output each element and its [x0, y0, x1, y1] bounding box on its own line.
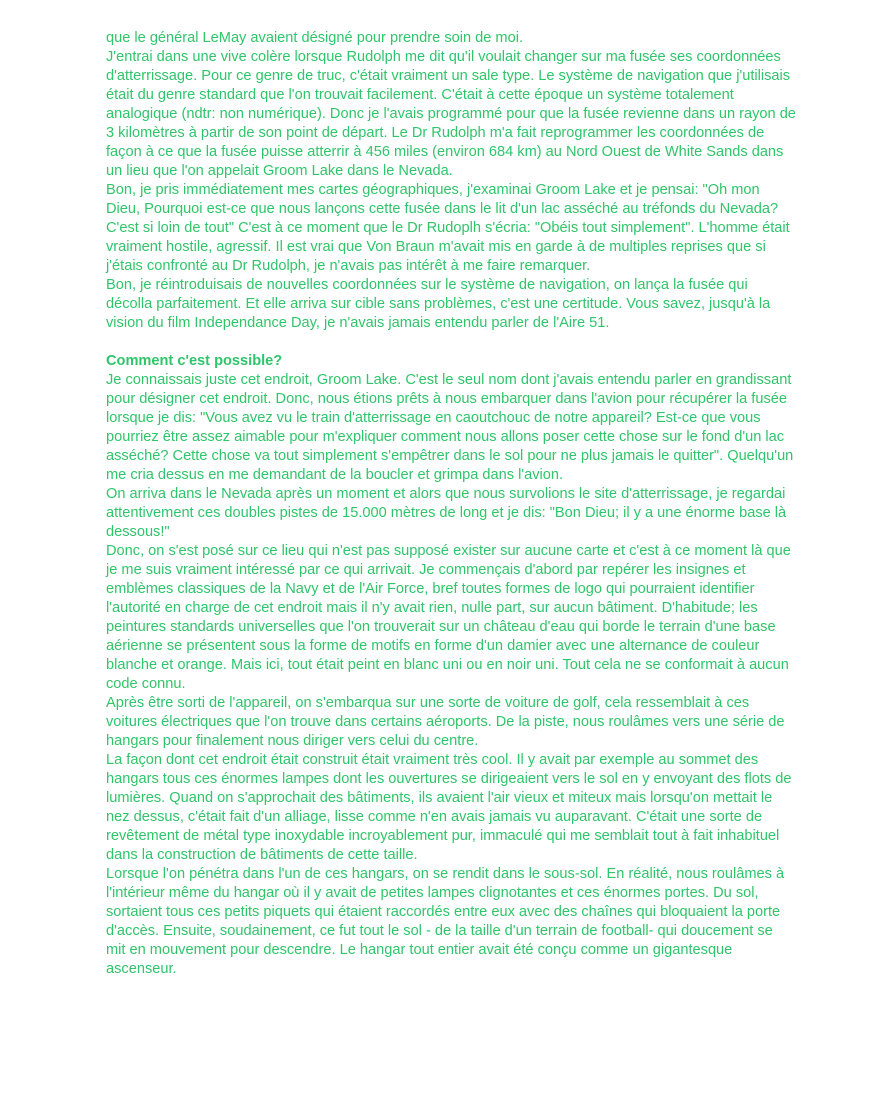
paragraph-hangar-construction: La façon dont cet endroit était construit était vraiment très cool. Il y avait par exemple au sommet des hangars tous ces énormes lampes dont les ouvertures se dirigeaient vers le sol en y envoyant des flots de lumières. Quand on s'approchait des bâtiments, ils avaient l'air vieux et miteux mais lorsqu'on mettait le nez dessus, c'était fait d'un alliage, lisse comme n'en avais jamais vu auparavant. C'était une sorte de revêtement de métal type inoxydable incroyablement pur, immaculé qui me semblait tout à fait inhabituel dans la construction de bâtiments de cette taille.	[106, 752, 792, 863]
paragraph-groom-lake-maps: Bon, je pris immédiatement mes cartes géographiques, j'examinai Groom Lake et je pensai: "Oh mon Dieu, Pourquoi est-ce que nous lançons cette fusée dans le lit d'un lac asséché au tréfonds du Nevada? C'est si loin de tout" C'est à ce moment que le Dr Rudoplh s'écria: "Obéis tout simplement". L'homme était vraiment hostile, agressif. Il est vrai que Von Braun m'avait mis en garde à de multiples reprises que si j'étais confronté au Dr Rudolph, je n'avais pas intérêt à me faire remarquer.	[106, 182, 790, 274]
paragraph-arrival-nevada: On arriva dans le Nevada après un moment et alors que nous survolions le site d'atterrissage, je regardai attentivement ces doubles pistes de 15.000 mètres de long et je dis: "Bon Dieu; il y a une énorme base là dessous!"	[106, 486, 787, 540]
section-heading: Comment c'est possible?	[106, 353, 283, 369]
document-page	[106, 29, 796, 979]
paragraph-groom-lake-name: Je connaissais juste cet endroit, Groom Lake. C'est le seul nom dont j'avais entendu parler en grandissant pour désigner cet endroit. Donc, nous étions prêts à nous embarquer dans l'avion pour récupérer la fusée lorsque je dis: "Vous avez vu le train d'atterrissage en caoutchouc de notre appareil? Est-ce que vous pourriez être assez aimable pour m'expliquer comment nous allons poser cette chose sur le fond d'un lac asséché? Cette chose va tout simplement s'empêtrer dans le sol pour ne plus jamais le quitter". Quelqu'un me cria dessus en me demandant de la boucler et grimpa dans l'avion.	[106, 372, 794, 483]
paragraph-no-insignia: Donc, on s'est posé sur ce lieu qui n'est pas supposé exister sur aucune carte et c'est à ce moment là que je me suis vraiment intéressé par ce qui arrivait. Je commençais d'abord par repérer les insignes et emblèmes classiques de la Navy et de l'Air Force, bref toutes formes de logo qui pourraient identifier l'autorité en charge de cet endroit mais il n'y avait rien, nulle part, sur aucun bâtiment. D'habitude; les peintures standards universelles que l'on trouverait sur un château d'eau qui borde le terrain d'une base aérienne se présentent sous la forme de motifs en forme d'un damier avec une alternance de couleur blanche et orange. Mais ici, tout était peint en blanc uni ou en noir uni. Tout cela ne se conformait à aucun code connu.	[106, 543, 791, 692]
paragraph-hangar-elevator: Lorsque l'on pénétra dans l'un de ces hangars, on se rendit dans le sous-sol. En réalité, nous roulâmes à l'intérieur même du hangar où il y avait de petites lampes clignotantes et ces énormes portes. Du sol, sortaient tous ces petits piquets qui étaient raccordés entre eux avec des chaînes qui bloquaient la porte d'accès. Ensuite, soudainement, ce fut tout le sol - de la taille d'un terrain de football- qui doucement se mit en mouvement pour descendre. Le hangar tout entier avait été conçu comme un gigantesque ascenseur.	[106, 866, 785, 977]
paragraph-golf-cart: Après être sorti de l'appareil, on s'embarqua sur une sorte de voiture de golf, cela ressemblait à ces voitures électriques que l'on trouve dans certains aéroports. De la piste, nous roulâmes vers une série de hangars pour finalement nous diriger vers celui du centre.	[106, 695, 785, 749]
paragraph-continuation: que le général LeMay avaient désigné pour prendre soin de moi.	[106, 30, 524, 46]
paragraph-coordinates-change: J'entrai dans une vive colère lorsque Rudolph me dit qu'il voulait changer sur ma fusée ses coordonnées d'atterrissage. Pour ce genre de truc, c'était vraiment un sale type. Le système de navigation que j'utilisais était du genre standard que l'on trouvait facilement. C'était à cette époque un système totalement analogique (ndtr: non numérique). Donc je l'avais programmé pour que la fusée revienne dans un rayon de 3 kilomètres à partir de son point de départ. Le Dr Rudolph m'a fait reprogrammer les coordonnées de façon à ce que la fusée puisse atterrir à 456 miles (environ 684 km) au Nord Ouest de White Sands dans un lieu que l'on appelait Groom Lake dans le Nevada.	[106, 49, 796, 179]
section-spacer	[106, 333, 796, 352]
paragraph-launch: Bon, je réintroduisais de nouvelles coordonnées sur le système de navigation, on lança la fusée qui décolla parfaitement. Et elle arriva sur cible sans problèmes, c'est une certitude. Vous savez, jusqu'à la vision du film Independance Day, je n'avais jamais entendu parler de l'Aire 51.	[106, 277, 771, 331]
